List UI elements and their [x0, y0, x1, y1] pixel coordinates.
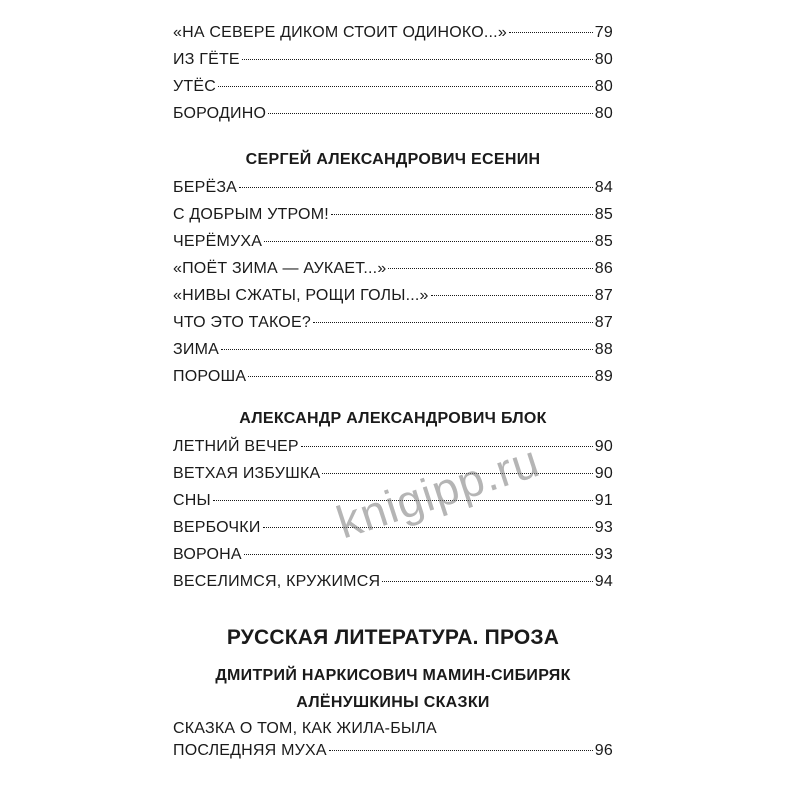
toc-entry[interactable]: [173, 51, 613, 78]
dot-leader: [239, 187, 593, 188]
dot-leader: [264, 241, 593, 242]
dot-leader: [244, 554, 593, 555]
toc-entry[interactable]: [173, 105, 613, 132]
dot-leader: [509, 32, 593, 33]
toc-entry[interactable]: [173, 341, 613, 368]
dot-leader: [221, 349, 593, 350]
entry-page: 80: [594, 51, 613, 68]
toc-entry[interactable]: [173, 438, 613, 465]
entry-page: 85: [594, 233, 613, 250]
entry-title: ЗИМА: [173, 341, 219, 358]
entry-page: 93: [594, 519, 613, 536]
entry-page: 86: [594, 260, 613, 277]
entry-title: ЧТО ЭТО ТАКОЕ?: [173, 314, 311, 331]
entry-page: 85: [594, 206, 613, 223]
toc-entry[interactable]: [173, 546, 613, 573]
entry-title-line1: СКАЗКА О ТОМ, КАК ЖИЛА-БЫЛА: [173, 720, 437, 737]
entry-page: 96: [594, 742, 613, 759]
dot-leader: [263, 527, 593, 528]
entry-title: С ДОБРЫМ УТРОМ!: [173, 206, 329, 223]
toc-entry[interactable]: [173, 260, 613, 287]
dot-leader: [242, 59, 593, 60]
entry-page: 80: [594, 105, 613, 122]
author-heading-mamin-sibiryak: ДМИТРИЙ НАРКИСОВИЧ МАМИН-СИБИРЯК: [215, 667, 571, 684]
entry-title: ВОРОНА: [173, 546, 242, 563]
toc-entry[interactable]: [173, 179, 613, 206]
toc-entry[interactable]: [173, 573, 613, 600]
author-heading-blok: АЛЕКСАНДР АЛЕКСАНДРОВИЧ БЛОК: [239, 410, 547, 427]
dot-leader: [248, 376, 593, 377]
entry-page: 90: [594, 438, 613, 455]
dot-leader: [268, 113, 593, 114]
toc-entry[interactable]: [173, 519, 613, 546]
lermontov-list: [173, 24, 613, 132]
entry-page: 84: [594, 179, 613, 196]
entry-page: 90: [594, 465, 613, 482]
entry-page: 93: [594, 546, 613, 563]
entry-page: 80: [594, 78, 613, 95]
blok-list: [173, 438, 613, 600]
toc-entry: [173, 742, 613, 769]
entry-title-line2: ПОСЛЕДНЯЯ МУХА: [173, 742, 327, 759]
dot-leader: [388, 268, 592, 269]
entry-title: БЕРЁЗА: [173, 179, 238, 196]
dot-leader: [382, 581, 593, 582]
dot-leader: [213, 500, 593, 501]
entry-title: БОРОДИНО: [173, 105, 267, 122]
dot-leader: [218, 86, 593, 87]
toc-entry[interactable]: [173, 465, 613, 492]
entry-page: 94: [594, 573, 613, 590]
dot-leader: [313, 322, 593, 323]
entry-title: ВЕСЕЛИМСЯ, КРУЖИМСЯ: [173, 573, 381, 590]
entry-title: ЧЕРЁМУХА: [173, 233, 263, 250]
dot-leader: [322, 473, 592, 474]
table-of-contents: [173, 24, 613, 769]
entry-page: 87: [594, 314, 613, 331]
entry-page: 87: [594, 287, 613, 304]
toc-entry[interactable]: [173, 368, 613, 395]
entry-page: 88: [594, 341, 613, 358]
section-title-prose: РУССКАЯ ЛИТЕРАТУРА. ПРОЗА: [226, 626, 560, 649]
author-heading-esenin: СЕРГЕЙ АЛЕКСАНДРОВИЧ ЕСЕНИН: [245, 151, 541, 168]
toc-entry[interactable]: [173, 206, 613, 233]
entry-title: «НА СЕВЕРЕ ДИКОМ СТОИТ ОДИНОКО...»: [173, 24, 507, 41]
prose-entry[interactable]: [173, 720, 613, 769]
esenin-list: [173, 179, 613, 395]
entry-title: ИЗ ГЁТЕ: [173, 51, 240, 68]
dot-leader: [301, 446, 593, 447]
entry-title: ВЕТХАЯ ИЗБУШКА: [173, 465, 321, 482]
entry-title: «НИВЫ СЖАТЫ, РОЩИ ГОЛЫ...»: [173, 287, 429, 304]
book-title: АЛЁНУШКИНЫ СКАЗКИ: [296, 694, 490, 711]
dot-leader: [431, 295, 593, 296]
toc-entry[interactable]: [173, 287, 613, 314]
toc-entry[interactable]: [173, 24, 613, 51]
entry-page: 89: [594, 368, 613, 385]
entry-title: ЛЕТНИЙ ВЕЧЕР: [173, 438, 299, 455]
toc-entry[interactable]: [173, 492, 613, 519]
entry-title: СНЫ: [173, 492, 211, 509]
toc-entry[interactable]: [173, 314, 613, 341]
entry-page: 79: [594, 24, 613, 41]
entry-title: УТЁС: [173, 78, 216, 95]
entry-page: 91: [594, 492, 613, 509]
entry-title: ПОРОША: [173, 368, 247, 385]
dot-leader: [331, 214, 593, 215]
toc-entry[interactable]: [173, 78, 613, 105]
entry-title: «ПОЁТ ЗИМА — АУКАЕТ...»: [173, 260, 387, 277]
toc-entry[interactable]: [173, 233, 613, 260]
watermark-text: knigipp.ru: [330, 434, 546, 549]
entry-title: ВЕРБОЧКИ: [173, 519, 261, 536]
dot-leader: [329, 750, 593, 751]
